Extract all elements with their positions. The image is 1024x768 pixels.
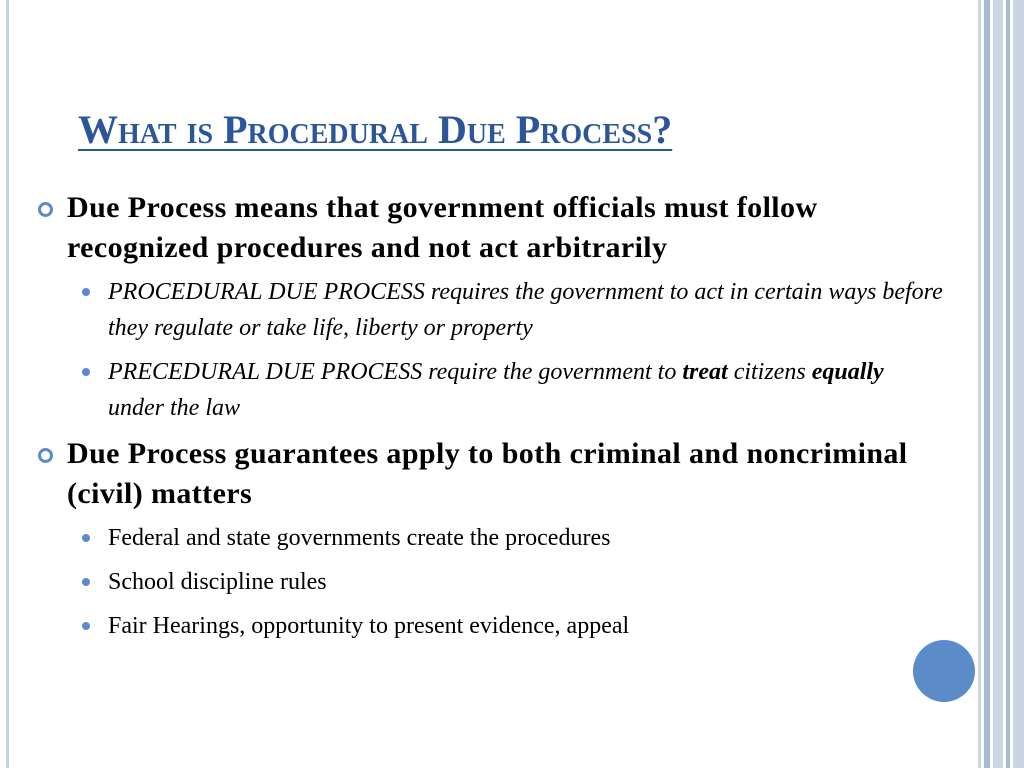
sub-bullet-text: School discipline rules [108, 569, 327, 595]
emphasis-equally: equally [811, 359, 884, 385]
sub-bullet-point [32, 520, 944, 556]
left-border-line [6, 0, 9, 768]
decorative-stripe [984, 0, 990, 768]
decorative-stripe [1006, 0, 1010, 768]
dot-bullet-icon [82, 368, 90, 376]
decorative-stripe [1013, 0, 1024, 768]
dot-bullet-icon [82, 622, 90, 630]
sub-bullet-text-part: PRECEDURAL DUE PROCESS require the government to [108, 359, 683, 385]
sub-bullet-point [32, 564, 944, 600]
ring-bullet-icon [38, 448, 53, 463]
bullet-text: Due Process guarantees apply to both criminal and noncriminal (civil) matters [67, 437, 908, 510]
sub-bullet-point [32, 274, 944, 346]
sub-bullet-text-part: under the law [108, 395, 240, 421]
sub-bullet-point [32, 608, 944, 644]
sub-bullet-text: PROCEDURAL DUE PROCESS requires the government to act in certain ways before they regulate or take life, liberty or property [108, 279, 943, 341]
sub-bullet-point [32, 354, 944, 426]
decorative-stripe [993, 0, 1003, 768]
dot-bullet-icon [82, 288, 90, 296]
sub-bullet-text: Federal and state governments create the procedures [108, 525, 611, 551]
dot-bullet-icon [82, 578, 90, 586]
sub-bullet-text: Fair Hearings, opportunity to present evidence, appeal [108, 613, 630, 639]
dot-bullet-icon [82, 534, 90, 542]
ring-bullet-icon [38, 202, 53, 217]
bullet-point [32, 434, 944, 514]
decorative-stripe [978, 0, 981, 768]
sub-bullet-text-part: citizens [727, 359, 812, 385]
emphasis-treat: treat [682, 359, 728, 385]
bullet-point [32, 188, 944, 268]
slide-content [32, 188, 944, 652]
slide-title: What is Procedural Due Process? [78, 107, 673, 152]
bullet-text: Due Process means that government officials must follow recognized procedures and not act arbitrarily [67, 191, 818, 264]
